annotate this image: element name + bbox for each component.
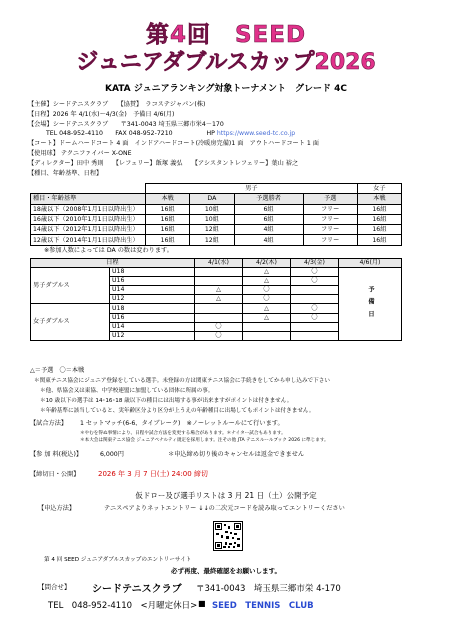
header-girls-main: 本戦	[357, 194, 401, 204]
header-category: 種目・年齢基準	[31, 194, 146, 204]
table-row	[31, 268, 402, 277]
draw-release: 仮ドロー及び選手リストは 3 月 21 日（土）公開予定	[135, 491, 317, 500]
cell: 10組	[190, 204, 234, 214]
note-3: ＊10 歳以下の選手は 14･16･18 歳以下の種目には出場する事が出来ますがポイントは付きません。	[40, 398, 293, 404]
cell: 16組	[357, 225, 401, 235]
age-cell: U16	[110, 277, 195, 286]
cell: 16組	[146, 214, 190, 224]
cell: 12組	[190, 225, 234, 235]
contact-label: 【問合せ】	[38, 583, 71, 591]
contact-club-icon: ■	[198, 599, 206, 608]
format-sub-2: ＊本大会は関東テニス協会 ジュニアペナルティ規定を採用します。注その他 JTA テニスルールブック 2026 に準じます。	[80, 438, 329, 443]
cell	[242, 322, 290, 331]
cell: 16組	[357, 235, 401, 245]
fee-label: 【参 加 料(税込)】	[30, 451, 83, 458]
deadline-value: 2026 年 3 月 7 日(土) 24:00 締切	[98, 470, 208, 478]
courts-line: 【コート】ドームハードコート 4 面 インドアハードコート(冷暖房完備)1 面 アウトハードコート 1 面	[28, 140, 319, 147]
fee-note: ＊申込締め切り後のキャンセルは返金できません	[168, 451, 305, 458]
cell: 12組	[190, 235, 234, 245]
table-row	[31, 235, 402, 245]
cell: △	[242, 304, 290, 313]
cell	[194, 277, 242, 286]
cell: 4組	[234, 225, 303, 235]
cell: 〇	[194, 331, 242, 340]
officials-line: 【ディレクター】田中 秀則 【レフェリー】飯塚 義弘 【アシスタントレフェリー】葉山 裕之	[28, 160, 299, 167]
cell: 4組	[234, 235, 303, 245]
note-2: ＊他、県協会又は東協、中学校連盟に加盟している団体に所属の事。	[40, 388, 214, 394]
legend: △＝予選 〇＝本戦	[30, 367, 85, 374]
venue-line: 【会場】シードテニスクラブ 〒341-0043 埼玉県三郷市栄4－170	[28, 121, 224, 128]
table-row	[31, 225, 402, 235]
draw-header-row	[31, 194, 402, 204]
cell: 16組	[357, 214, 401, 224]
age-cell: U14	[110, 286, 195, 295]
boys-label: 男子ダブルス	[31, 268, 110, 304]
schedule-table	[30, 258, 402, 341]
contact-tel: TEL 048-952-4110 <月曜定休日>	[48, 601, 198, 611]
row-category: 18歳以下（2008年1月1日以降出生）	[31, 204, 146, 214]
cell: 16組	[357, 204, 401, 214]
cell: 〇	[242, 295, 290, 304]
header-qualifying: 予選	[303, 194, 357, 204]
age-cell: U12	[110, 295, 195, 304]
schedule-day-2: 4/2(木)	[242, 259, 290, 268]
cell: 〇	[242, 286, 290, 295]
cell: 16組	[146, 204, 190, 214]
age-cell: U16	[110, 313, 195, 322]
cell: △	[194, 286, 242, 295]
cell	[194, 268, 242, 277]
cell: フリー	[303, 214, 357, 224]
contact-club: SEED TENNIS CLUB	[212, 601, 314, 611]
header-da: DA	[190, 194, 234, 204]
cell	[242, 331, 290, 340]
table-row	[31, 204, 402, 214]
format-label: 【試合方法】	[30, 420, 68, 427]
entry-site: 第 4 回 SEED ジュニアダブルスカップのエントリーサイト	[44, 557, 192, 563]
girls-label: 女子ダブルス	[31, 304, 110, 340]
dates-line: 【日程】2026 年 4/1(水)～4/3(金) 予備日 4/6(月)	[28, 111, 175, 118]
contact-address: 〒341-0043 埼玉県三郷市栄 4-170	[196, 584, 341, 594]
note-4: ＊年齢基準に該当していると、実年齢区分より区分が上うえの年齢種目に出場してもポイントは付きません。	[40, 408, 315, 414]
cell: 〇	[290, 277, 338, 286]
cell: 10組	[190, 214, 234, 224]
note-1: ＊関東テニス協会にジュニア登録をしている選手。未登録の方は関東テニス協会に手続きをしてから申し込みで下さい	[34, 378, 330, 384]
header-main: 本戦	[146, 194, 190, 204]
cell: 〇	[194, 322, 242, 331]
cell: 16組	[146, 225, 190, 235]
age-cell: U12	[110, 331, 195, 340]
group-girls: 女子	[357, 184, 401, 194]
group-boys: 男子	[146, 184, 358, 194]
draw-group-row	[31, 184, 402, 194]
format-main: 1 セットマッチ(6-6、タイブレーク) ※ノーレットルールにて行います。	[80, 420, 284, 427]
hp-label: HP	[206, 130, 215, 137]
schedule-day-1: 4/1(水)	[194, 259, 242, 268]
table-row	[31, 214, 402, 224]
ball-line: 【使用球】 テクニファイバー X-ONE	[28, 150, 132, 157]
cell: △	[242, 277, 290, 286]
title-line-2: ジュニアダブルスカップ2026	[76, 50, 376, 75]
age-cell: U18	[110, 304, 195, 313]
row-category: 16歳以下（2010年1月1日以降出生）	[31, 214, 146, 224]
cell: △	[242, 268, 290, 277]
row-category: 14歳以下（2012年1月1日以降出生）	[31, 225, 146, 235]
reserve-day-cell: 予備日	[339, 268, 402, 341]
cell	[290, 295, 338, 304]
cell	[290, 286, 338, 295]
cell: フリー	[303, 204, 357, 214]
cell	[290, 322, 338, 331]
subtitle: KATA ジュニアランキング対象トーナメント グレード 4C	[105, 84, 347, 94]
format-sub-1: ＊やむを得ぬ事情により、日程や試合方法を変更する場合があります。＊ナイター試合もあります。	[80, 431, 286, 436]
cell: 16組	[146, 235, 190, 245]
qr-code-icon	[214, 522, 242, 550]
cell: 6組	[234, 204, 303, 214]
cell: 〇	[290, 268, 338, 277]
schedule-day-3: 4/3(金)	[290, 259, 338, 268]
deadline-label: 【締切日・公開】	[30, 471, 80, 478]
cell: 6組	[234, 214, 303, 224]
cell: フリー	[303, 235, 357, 245]
age-cell: U18	[110, 268, 195, 277]
schedule-header-row	[31, 259, 402, 268]
categories-heading: 【種目、年齢基準、日程】	[28, 170, 103, 177]
cell	[290, 331, 338, 340]
cell: △	[194, 295, 242, 304]
row-category: 12歳以下（2014年1月1日以降出生）	[31, 235, 146, 245]
organizer-line: 【主催】シードテニスクラブ 【協賛】 ラコステジャパン(株)	[28, 101, 206, 108]
cell: フリー	[303, 225, 357, 235]
cell	[194, 304, 242, 313]
contact-name: シードテニスクラブ	[92, 584, 182, 595]
corner-cell	[31, 184, 146, 194]
age-cell: U14	[110, 322, 195, 331]
fee-amount: 6,000円	[100, 451, 124, 458]
draw-note: ※参加人数によっては DA の数は変わります。	[44, 247, 173, 254]
apply-text: テニスペアよりネットエントリー ↓↓の二次元コードを読み取ってエントリーください	[104, 505, 345, 512]
draw-size-table	[30, 183, 402, 246]
hp-url[interactable]: https://www.seed-tc.co.jp	[216, 130, 296, 137]
cell	[194, 313, 242, 322]
tel-fax: TEL 048-952-4110 FAX 048-952-7210	[46, 130, 173, 137]
header-qualifiers: 予選勝者	[234, 194, 303, 204]
cell: 〇	[290, 313, 338, 322]
schedule-header-label: 日程	[31, 259, 195, 268]
apply-label: 【申込方法】	[38, 505, 76, 512]
schedule-day-4: 4/6(月)	[339, 259, 402, 268]
cell: 〇	[290, 304, 338, 313]
confirm-note: 必ず再度、最終確認をお願いします。	[171, 567, 281, 575]
title-line-1: 第4回 SEED	[145, 22, 307, 48]
cell: △	[242, 313, 290, 322]
qr-code[interactable]	[213, 521, 243, 551]
tel-fax-line	[46, 130, 295, 138]
